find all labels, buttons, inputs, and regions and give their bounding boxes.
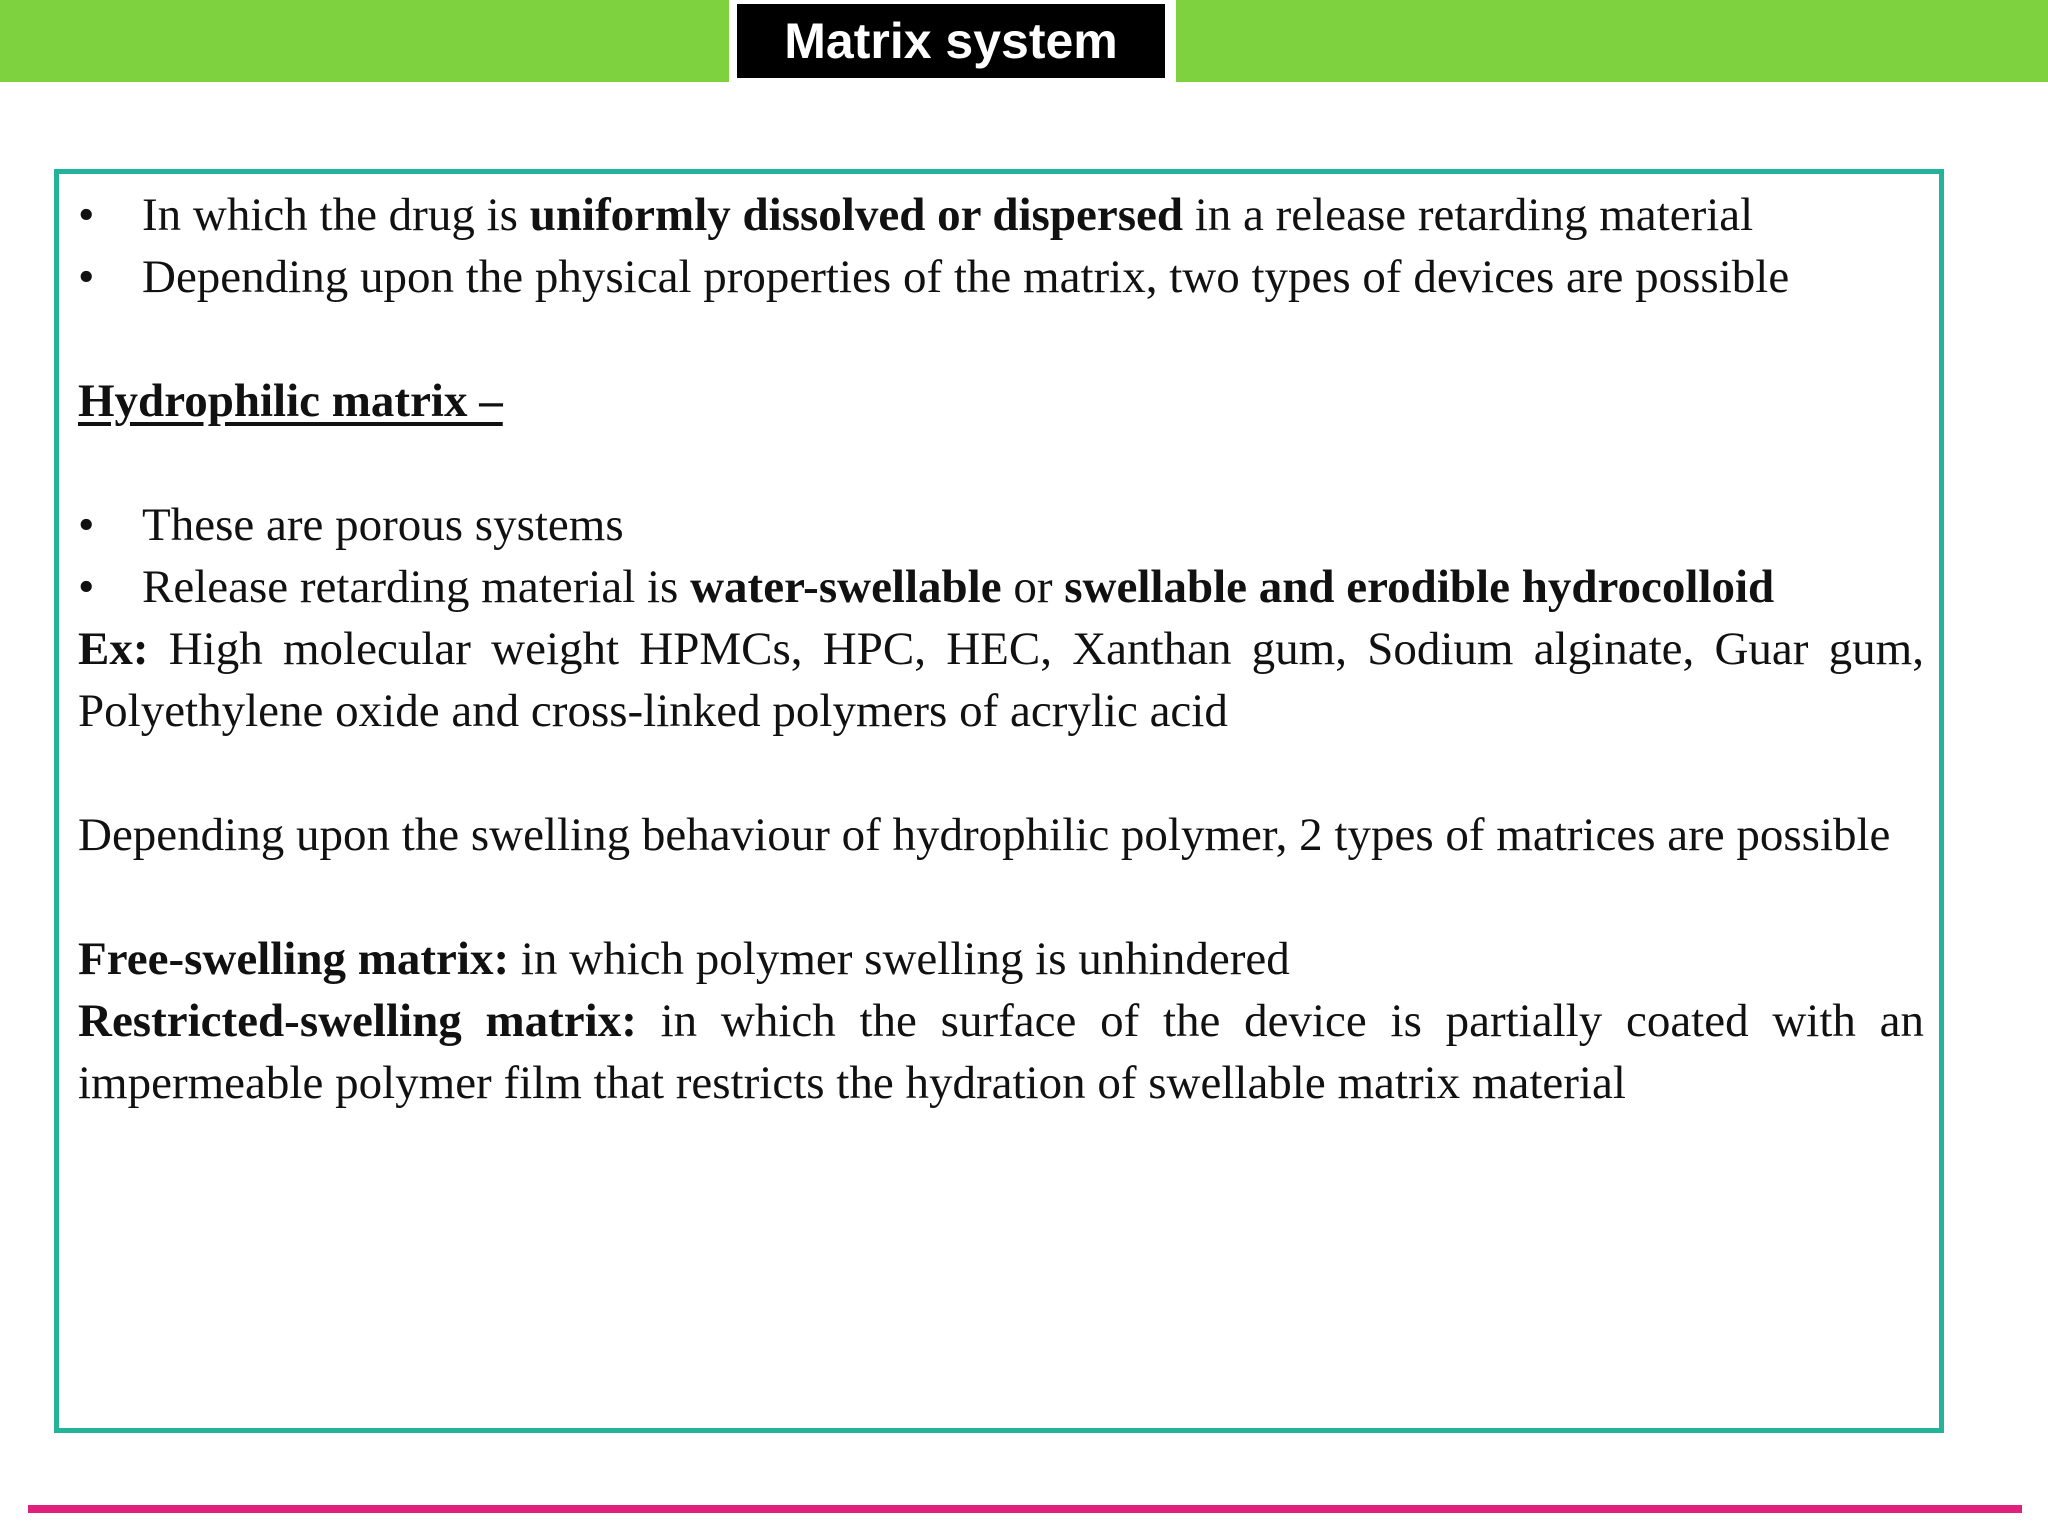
bullet-drug-dissolved: • In which the drug is uniformly dissolved or dispersed in a release retarding material [78,184,1924,246]
restricted-swelling-definition: Restricted-swelling matrix: in which the surface of the device is partially coated with an impermeable polymer film that restricts the hydration of swellable matrix material [78,995,1924,1109]
slide-body [78,184,1924,1114]
bullet-release-material: • Release retarding material is water-swellable or swellable and erodible hydrocolloid [78,556,1924,618]
spacer [78,308,1924,370]
free-swelling-definition: Free-swelling matrix: in which polymer swelling is unhindered [78,933,1290,985]
top-bar-left [0,0,729,82]
spacer [78,742,1924,804]
bullet-device-types: • Depending upon the physical properties of the matrix, two types of devices are possible [78,246,1924,308]
spacer [78,866,1924,928]
example-paragraph: Ex: High molecular weight HPMCs, HPC, HEC, Xanthan gum, Sodium alginate, Guar gum, Polyethylene oxide and cross-linked polymers of acrylic acid [78,623,1924,737]
swelling-intro: Depending upon the swelling behaviour of hydrophilic polymer, 2 types of matrices are possible [78,809,1891,861]
top-bar-right [1176,0,2048,82]
bullet-porous-systems: • These are porous systems [78,494,1924,556]
bottom-divider [28,1505,2022,1513]
slide-title: Matrix system [737,4,1165,78]
spacer [78,432,1924,494]
hydrophilic-heading: Hydrophilic matrix – [78,375,503,427]
